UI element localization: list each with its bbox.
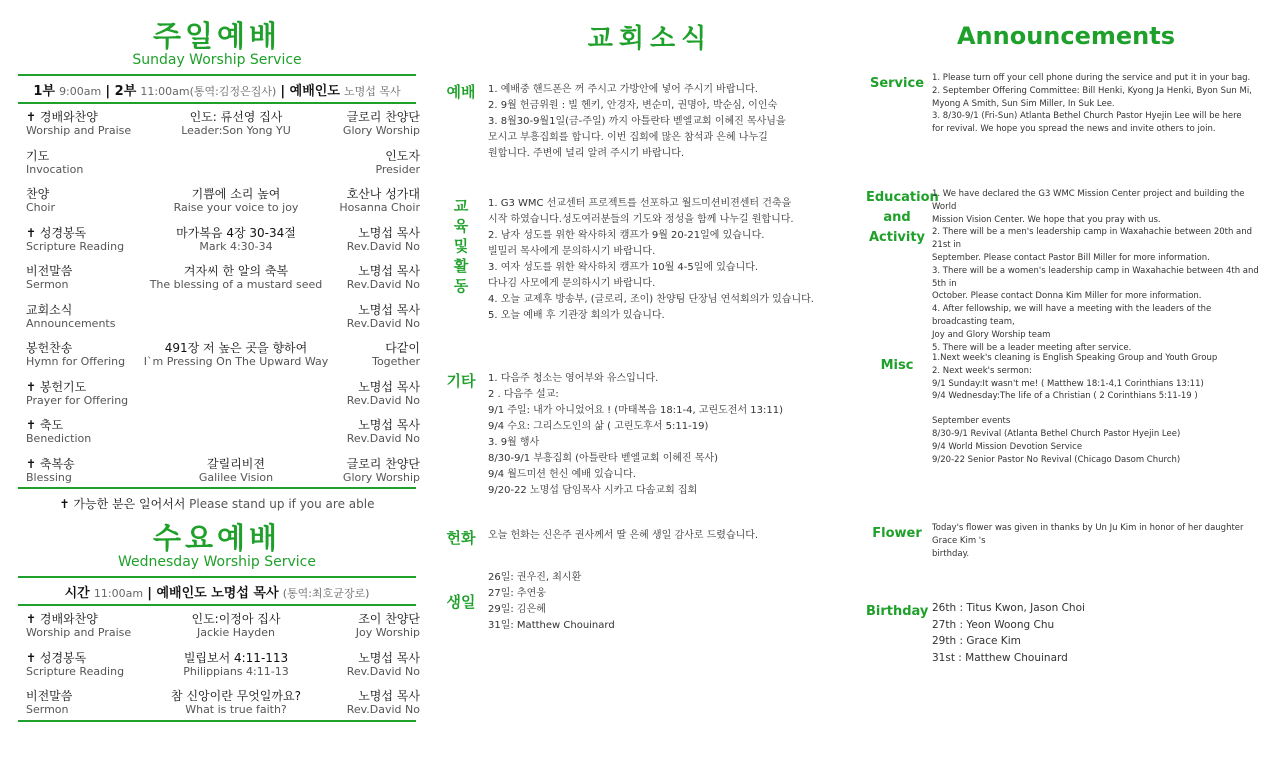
item-leader (270, 265, 420, 291)
item-leader-ko: 노명섭 목사 (358, 689, 420, 703)
list-line: 2. 9월 헌금위원 : 빌 헨키, 안경자, 변순미, 권명아, 박순심, 이인숙 (488, 100, 778, 111)
item-name-ko: ✝ 경배와찬양 (26, 612, 98, 626)
wednesday-header (12, 522, 422, 571)
item-leader-ko: 노명섭 목사 (358, 225, 420, 240)
list-line: 8/30-9/1 Revival (Atlanta Bethel Church Pastor Hyejin Lee) (932, 428, 1181, 439)
item-leader-en: Joy Worship (355, 626, 420, 639)
item-leader-en: Rev.David No (346, 278, 420, 291)
item-name-en: Sermon (26, 703, 69, 716)
list-line: 3. 9월 행사 (488, 437, 540, 448)
item-name-ko: ✝ 축도 (26, 418, 64, 432)
order-item (26, 416, 420, 455)
list-line: 1. 예배중 핸드폰은 꺼 주시고 가방안에 넣어 주시기 바랍니다. (488, 84, 758, 95)
item-content-ko: 인도: 류선영 집사 (189, 110, 283, 124)
list-line: 9/20-22 Senior Pastor No Revival (Chicago Dasom Church) (932, 454, 1181, 465)
news-birthday-label: 생일 (446, 593, 476, 611)
list-line: September events (932, 416, 1011, 427)
list-line: 29th : Grace Kim (932, 635, 1021, 647)
leader-name: 노명섭 목사 (344, 85, 401, 98)
item-leader-ko: 노명섭 목사 (358, 302, 420, 317)
item-content-ko: 인도:이정아 집사 (191, 612, 281, 626)
item-content-ko: 참 신앙이란 무엇일까요? (171, 689, 301, 703)
list-line: 26th : Titus Kwon, Jason Choi (932, 602, 1085, 614)
list-line: Activity (868, 230, 926, 245)
news-misc-label: 기타 (446, 372, 476, 390)
list-line: 8/30-9/1 부흥집회 (아틀란타 벧엘교회 이혜진 목사) (488, 453, 719, 464)
item-leader-ko: 글로리 찬양단 (346, 456, 420, 471)
item-name-ko: 찬양 (26, 187, 50, 201)
item-leader-ko: 노명섭 목사 (358, 264, 420, 278)
list-line: Mission Vision Center. We hope that you pray with us. (932, 214, 1161, 225)
item-leader (270, 419, 420, 445)
news-birthday-body (488, 570, 860, 634)
order-item (26, 185, 420, 224)
order-item (26, 224, 420, 263)
list-line: 5. There will be a leader meeting after service. (932, 342, 1132, 353)
order-item (26, 108, 420, 147)
list-line: 31일: Matthew Chouinard (488, 620, 615, 631)
sunday-title-ko: 주일예배 (152, 19, 282, 53)
order-item (26, 378, 420, 417)
order-item (26, 147, 420, 186)
item-name-en: Worship and Praise (26, 124, 132, 137)
item-leader-ko: 글로리 찬양단 (346, 110, 420, 124)
item-name-ko: ✝ 성경봉독 (26, 650, 87, 665)
list-line: 2 . 다음주 설교: (488, 389, 559, 400)
item-leader-en: Rev.David No (346, 432, 420, 445)
news-education-label (446, 196, 476, 296)
item-leader-ko: 다같이 (385, 341, 420, 355)
item-leader (270, 613, 420, 639)
ann-flower-body (932, 522, 1266, 560)
item-leader-en: Rev.David No (346, 393, 420, 407)
list-line: birthday. (932, 548, 970, 559)
news-worship-body (488, 82, 860, 162)
news-misc-body (488, 371, 860, 499)
item-leader (270, 304, 420, 330)
ann-service-label: Service (869, 76, 925, 91)
item-name-ko: ✝ 봉헌기도 (26, 379, 87, 394)
item-leader-ko: 노명섭 목사 (358, 650, 420, 665)
item-leader-en: Rev.David No (346, 316, 420, 330)
item-leader-ko: 호산나 성가대 (346, 187, 420, 201)
list-line: 1.Next week's cleaning is English Speaking Group and Youth Group (932, 353, 1218, 363)
list-line: and (883, 210, 911, 225)
order-item (26, 687, 420, 726)
list-line: 빌밀러 목사에게 문의하시기 바랍니다. (488, 246, 656, 257)
wed-interp: (통역:최호균장로) (282, 587, 370, 600)
item-name-ko: ✝ 성경봉독 (26, 225, 87, 240)
item-name-ko: ✝ 축복송 (26, 456, 75, 471)
wednesday-info-line (12, 578, 422, 604)
item-leader (270, 381, 420, 407)
item-content-en: The blessing of a mustard seed (149, 278, 323, 291)
ann-birthday-label: Birthday (866, 604, 929, 619)
list-line: 2. September Offering Committee: Bill Henki, Kyong Ja Henki, Byon Sun Mi, (932, 85, 1252, 96)
list-line: September. Please contact Pastor Bill Miller for more information. (932, 252, 1210, 263)
list-line: 1. 다음주 청소는 영어부와 유스입니다. (488, 373, 659, 384)
item-name-en: Benediction (26, 432, 92, 445)
list-line: 9/4 Wednesday:The life of a Christian ( 2 Corinthians 5:11-19 ) (932, 391, 1198, 402)
item-leader-en: Rev.David No (346, 703, 420, 716)
list-line: 3. 여자 성도를 위한 왁사하치 캠프가 10월 4-5일에 있습니다. (488, 262, 759, 273)
announcements-column (866, 0, 1266, 765)
sunday-title-en: Sunday Worship Service (132, 52, 302, 68)
list-line: 4. After fellowship, we will have a meeting with the leaders of the broadcasting team, (932, 304, 1212, 327)
item-name-en: Hymn for Offering (26, 355, 126, 368)
item-leader-en: Hosanna Choir (339, 201, 420, 214)
order-item (26, 455, 420, 494)
item-leader-en: Presider (375, 162, 420, 176)
item-leader-ko: 조이 찬양단 (358, 612, 420, 626)
item-leader-ko: 노명섭 목사 (358, 418, 420, 432)
item-name-en: Choir (26, 201, 55, 214)
list-line: 9/4 월드미션 헌신 예배 있습니다. (488, 469, 636, 480)
church-news-column (440, 0, 860, 765)
item-leader (270, 150, 420, 176)
sunday-order-list (12, 104, 422, 493)
church-news-title: 교회소식 (587, 24, 713, 54)
list-line: 3. 8/30-9/1 (Fri-Sun) Atlanta Bethel Church Pastor Hyejin Lee will be here (932, 111, 1242, 122)
list-line: 27일: 추연웅 (488, 588, 546, 599)
item-name-en: Scripture Reading (26, 239, 125, 253)
list-line: 26일: 권우진, 최시환 (488, 572, 582, 583)
list-line: for revival. We hope you spread the news and invite others to join. (932, 124, 1216, 135)
list-line: 5. 오늘 예배 후 기관장 회의가 있습니다. (488, 310, 665, 321)
item-name (26, 419, 166, 445)
list-line: 원합니다. 주변에 널리 알려 주시기 바랍니다. (488, 148, 685, 159)
list-line: October. Please contact Donna Kim Miller for more information. (932, 291, 1202, 302)
ann-service-body (932, 72, 1266, 136)
item-name-ko: 기도 (26, 148, 50, 163)
item-leader (270, 458, 420, 484)
ann-education-body (932, 188, 1266, 354)
list-line: 29일: 김은혜 (488, 604, 546, 615)
item-content-en: What is true faith? (185, 703, 287, 716)
worship-order-column (12, 0, 422, 765)
list-line: 9/1 Sunday:It wasn't me! ( Matthew 18:1-4,1 Corinthians 13:11) (932, 378, 1204, 389)
item-leader-en: Glory Worship (342, 124, 420, 137)
item-leader (270, 111, 420, 137)
wed-time-label: 시간 (64, 586, 90, 601)
ann-education-label (866, 188, 939, 248)
item-content-ko: 기쁨에 소리 높여 (191, 187, 281, 201)
item-content-en: Galilee Vision (198, 470, 274, 484)
order-item (26, 262, 420, 301)
item-leader-en: Rev.David No (346, 239, 420, 253)
list-line: 모시고 부흥집회를 합니다. 이번 집회에 많은 참석과 은혜 나누길 (488, 132, 768, 143)
service2-time: 11:00am(통역:김정은집사) (140, 85, 277, 98)
list-line: 1. Please turn off your cell phone during the service and put it in your bag. (932, 73, 1251, 83)
item-content-ko: 마가복음 4장 30-34절 (176, 225, 296, 240)
list-line (932, 403, 1266, 415)
item-content-ko: 빌립보서 4:11-113 (183, 650, 289, 665)
item-name (26, 304, 166, 330)
wed-time: 11:00am (93, 587, 144, 600)
list-line: 9/4 World Mission Devotion Service (932, 441, 1083, 452)
order-item (26, 649, 420, 688)
ann-misc-label: Misc (880, 358, 914, 373)
item-name-ko: ✝ 경배와찬양 (26, 110, 98, 124)
standup-en: Please stand up if you are able (189, 497, 375, 511)
item-name-ko: 교회소식 (26, 302, 73, 317)
item-name-ko: 비전말씀 (26, 264, 73, 278)
list-line: Myong A Smith, Sun Sim Miller, In Suk Lee. (932, 98, 1115, 109)
item-content-en: Jackie Hayden (197, 626, 275, 639)
item-name-en: Scripture Reading (26, 664, 125, 678)
item-content-en: Leader:Son Yong YU (181, 124, 291, 137)
list-line: 다나김 사모에게 문의하시기 바랍니다. (488, 278, 656, 289)
item-name-ko: 비전말씀 (26, 689, 73, 703)
ann-flower-label: Flower (872, 526, 922, 541)
list-line: 1. We have declared the G3 WMC Mission Center project and building the World (932, 189, 1245, 212)
item-leader-ko: 인도자 (385, 148, 420, 163)
item-name-en: Worship and Praise (26, 626, 132, 639)
list-line: 9/4 수요: 그리스도인의 삶 ( 고린도후서 5:11-19) (488, 421, 709, 432)
item-name-en: Prayer for Offering (26, 393, 129, 407)
item-content-ko: 겨자씨 한 알의 축복 (183, 264, 289, 278)
item-content-en: Philippians 4:11-13 (183, 664, 289, 678)
list-line: 3. 8월30-9월1일(금-주일) 까지 아틀란타 벧엘교회 이혜진 목사님을 (488, 116, 786, 127)
item-content-en: Raise your voice to joy (173, 201, 299, 214)
order-item (26, 301, 420, 340)
item-leader-en: Rev.David No (346, 664, 420, 678)
item-leader (270, 188, 420, 214)
standup-ko: ✝ 가능한 분은 일어서서 (59, 497, 186, 511)
list-line: 1. G3 WMC 선교센터 프로젝트를 선포하고 월드미션비젼센터 건축을 (488, 198, 792, 209)
sunday-header (12, 0, 422, 69)
item-leader (270, 227, 420, 253)
list-line: Today's flower was given in thanks by Un Ju Kim in honor of her daughter Grace Kim 's (932, 523, 1244, 546)
item-name-en: Invocation (26, 162, 84, 176)
item-content-ko: 갈릴리비젼 (207, 456, 265, 471)
item-content-en: Mark 4:30-34 (199, 239, 273, 253)
service1-time: 9:00am (59, 85, 102, 98)
list-line: 27th : Yeon Woong Chu (932, 618, 1055, 631)
list-line: Education (866, 190, 939, 205)
wednesday-title-ko: 수요예배 (152, 521, 282, 555)
item-leader-en: Together (372, 355, 420, 368)
item-content-ko: 491장 저 높은 곳을 향하여 (164, 341, 308, 355)
news-worship-label: 예배 (446, 83, 476, 101)
service2-label: | 2부 (105, 84, 137, 99)
item-leader (270, 342, 420, 368)
news-flower-text: 오늘 헌화는 신은주 권사께서 딸 은혜 생일 감사로 드렸습니다. (488, 530, 759, 541)
leader-label: | 예배인도 (280, 84, 340, 99)
item-leader-en: Glory Worship (342, 470, 420, 484)
item-leader (270, 690, 420, 716)
wednesday-order-list (12, 606, 422, 726)
list-line: 3. There will be a women's leadership camp in Waxahachie between 4th and 5th in (932, 265, 1259, 289)
service1-label: 1부 (33, 84, 55, 99)
news-flower-label: 헌화 (446, 529, 476, 547)
list-line: 9/1 주일: 내가 아니었어요 ! (마태복음 18:1-4, 고린도전서 13:11) (488, 405, 784, 416)
news-education-body (488, 196, 860, 324)
item-name-en: Blessing (26, 470, 72, 484)
item-name (26, 150, 166, 176)
ann-misc-body (932, 352, 1266, 466)
list-line: 4. 오늘 교제후 방송부, (글로리, 조이) 찬양팀 단장님 연석회의가 있습니다. (488, 294, 814, 305)
sunday-info-line (12, 76, 422, 102)
item-leader-ko: 노명섭 목사 (358, 379, 420, 394)
list-line: 2. 남자 성도를 위한 왁사하치 캠프가 9월 20-21일에 있습니다. (488, 230, 765, 241)
item-name-ko: 봉헌찬송 (26, 341, 73, 355)
order-item (26, 610, 420, 649)
news-education-label-text: 교육및활동 (453, 197, 469, 295)
list-line: 2. There will be a men's leadership camp in Waxahachie between 20th and 21st in (932, 227, 1253, 251)
list-line: Joy and Glory Worship team (932, 329, 1051, 340)
wed-leader-label: | 예배인도 노명섭 목사 (147, 586, 279, 601)
wednesday-title-en: Wednesday Worship Service (118, 554, 316, 570)
announcements-title: Announcements (956, 22, 1176, 50)
list-line: 9/20-22 노명섭 담임목사 시카고 다솜교회 집회 (488, 485, 698, 496)
ann-birthday-body (932, 600, 1266, 666)
item-name-en: Sermon (26, 278, 69, 291)
item-content-en: I`m Pressing On The Upward Way (143, 355, 329, 368)
standup-note (12, 489, 422, 522)
item-name (26, 381, 166, 407)
list-line: 2. Next week's sermon: (932, 365, 1032, 376)
list-line: 시작 하였습니다.성도여러분들의 기도와 정성을 함께 나누길 원합니다. (488, 214, 794, 225)
list-line: 31st : Matthew Chouinard (932, 651, 1068, 664)
order-item (26, 339, 420, 378)
item-leader (270, 652, 420, 678)
item-name-en: Announcements (26, 316, 116, 330)
